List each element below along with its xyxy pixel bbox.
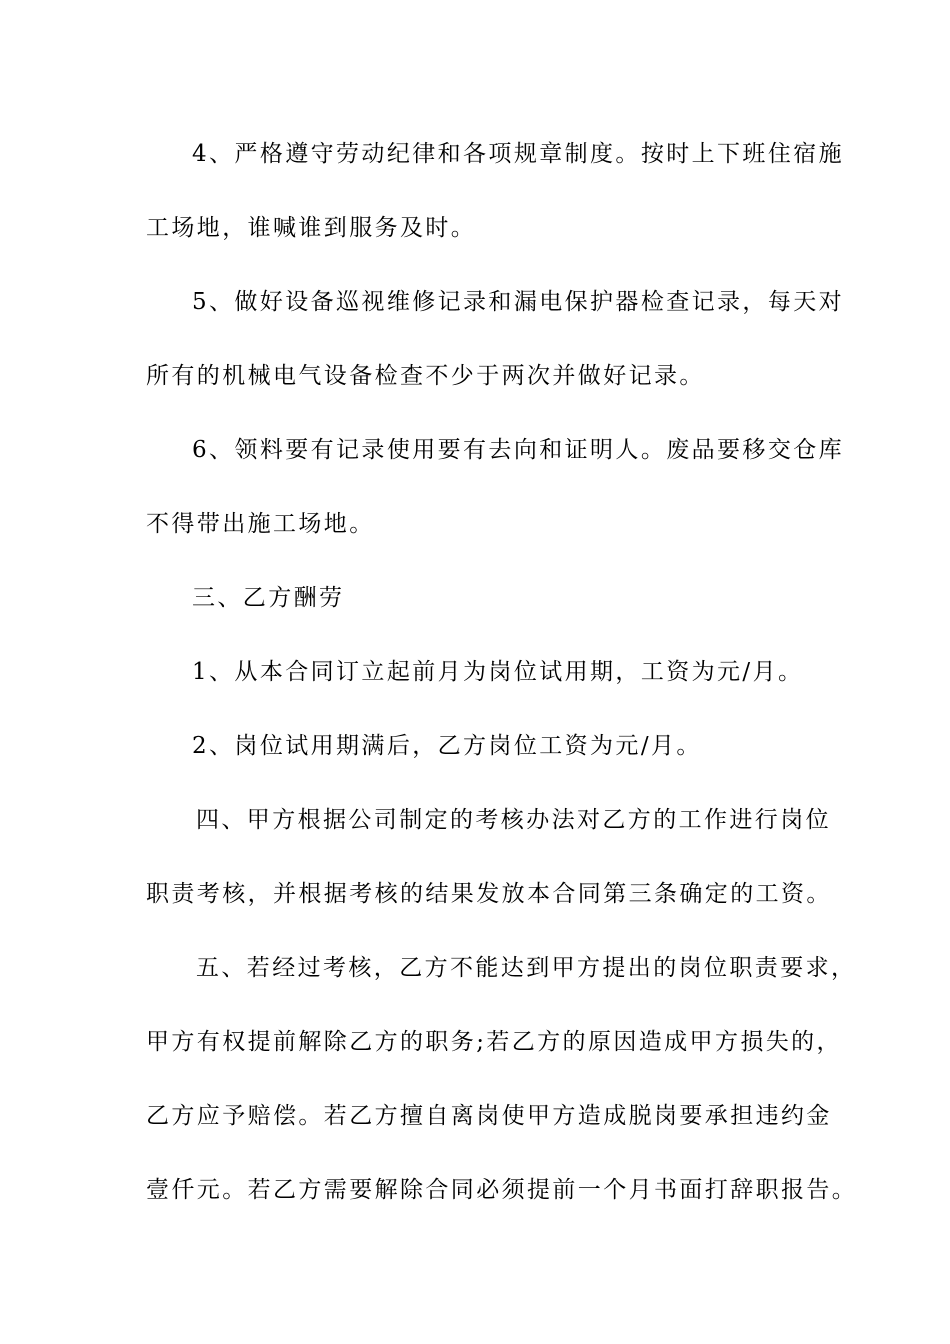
text-line-item-4-start: 4、严格遵守劳动纪律和各项规章制度。按时上下班住宿施 <box>192 141 845 167</box>
text-line-pay-1: 1、从本合同订立起前月为岗位试用期，工资为元/月。 <box>192 659 804 685</box>
text-line-section-5-cont-2: 乙方应予赔偿。若乙方擅自离岗使甲方造成脱岗要承担违约金 <box>146 1103 832 1129</box>
text-line-item-4-end: 工场地，谁喊谁到服务及时。 <box>146 215 477 241</box>
text-line-section-4-end: 职责考核，并根据考核的结果发放本合同第三条确定的工资。 <box>146 881 832 907</box>
text-line-section-4-start: 四、甲方根据公司制定的考核办法对乙方的工作进行岗位 <box>196 807 831 833</box>
text-line-section-5-end: 壹仟元。若乙方需要解除合同必须提前一个月书面打辞职报告。 <box>146 1177 858 1203</box>
text-line-item-6-start: 6、领料要有记录使用要有去向和证明人。废品要移交仓库 <box>192 437 845 463</box>
text-line-item-5-end: 所有的机械电气设备检查不少于两次并做好记录。 <box>146 363 705 389</box>
text-line-section-5-start: 五、若经过考核，乙方不能达到甲方提出的岗位职责要求， <box>196 955 857 981</box>
section-heading-3: 三、乙方酬劳 <box>192 585 345 611</box>
text-line-pay-2: 2、岗位试用期满后，乙方岗位工资为元/月。 <box>192 733 702 759</box>
text-line-item-5-start: 5、做好设备巡视维修记录和漏电保护器检查记录，每天对 <box>192 289 845 315</box>
text-line-item-6-end: 不得带出施工场地。 <box>146 511 375 537</box>
text-line-section-5-cont-1: 甲方有权提前解除乙方的职务;若乙方的原因造成甲方损失的， <box>146 1029 842 1055</box>
